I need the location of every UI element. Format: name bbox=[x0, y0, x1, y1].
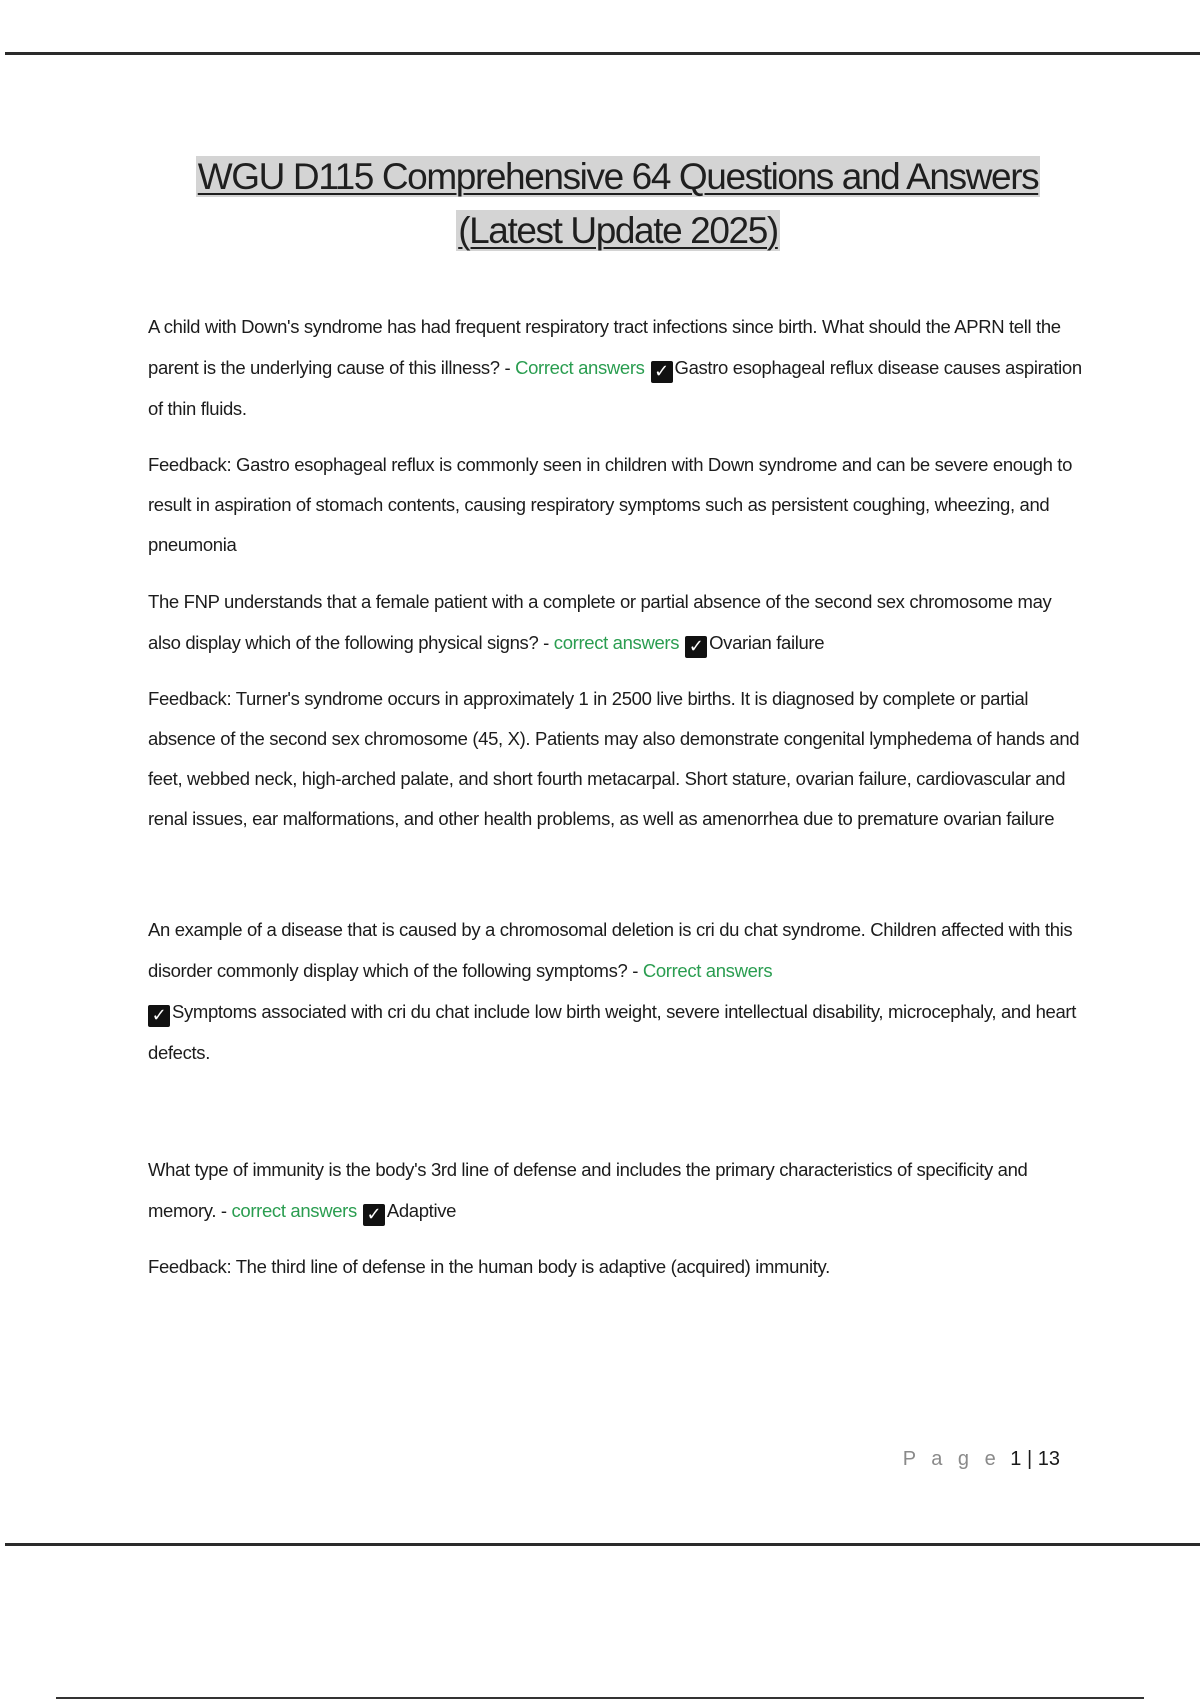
answer-text: Adaptive bbox=[386, 1200, 457, 1221]
checkbox-checked-icon: ✓ bbox=[685, 636, 707, 658]
feedback-4: Feedback: The third line of defense in the human body is adaptive (acquired) immunity. bbox=[148, 1256, 830, 1277]
next-page-rule bbox=[56, 1697, 1144, 1699]
answer-text: Ovarian failure bbox=[709, 632, 825, 653]
qa-item-4 bbox=[148, 1149, 1083, 1231]
page-current: 1 bbox=[1010, 1448, 1022, 1470]
feedback-1: Feedback: Gastro esophageal reflux is commonly seen in children with Down syndrome and can be severe enough to result in aspiration of stomach contents, causing respiratory symptoms such as persistent coughing, wheezing, and pneumonia bbox=[148, 454, 1073, 555]
answer-label: Correct answers bbox=[515, 357, 645, 378]
answer-text: Symptoms associated with cri du chat include low birth weight, severe intellectual disability, microcephaly, and heart defects. bbox=[148, 1001, 1077, 1063]
checkbox-checked-icon: ✓ bbox=[148, 1005, 170, 1027]
qa-item-2 bbox=[148, 581, 1083, 663]
header-rule bbox=[5, 52, 1200, 55]
page-label: P a g e bbox=[902, 1448, 1001, 1470]
checkbox-checked-icon: ✓ bbox=[363, 1204, 385, 1226]
feedback-2: Feedback: Turner's syndrome occurs in approximately 1 in 2500 live births. It is diagnosed by complete or partial absence of the second sex chromosome (45, X). Patients may also demonstrate congenital lymphedema of hands and feet, webbed neck, high-arched palate, and short fourth metacarpal. Short stature, ovarian failure, cardiovascular and renal issues, ear malformations, and other health problems, as well as amenorrhea due to premature ovarian failure bbox=[148, 688, 1080, 829]
answer-label: correct answers bbox=[231, 1200, 357, 1221]
page-separator: | bbox=[1026, 1448, 1033, 1470]
answer-label: Correct answers bbox=[642, 960, 773, 981]
question-text: What type of immunity is the body's 3rd line of defense and includes the primary characteristics of specificity and memory. - bbox=[148, 1159, 1028, 1221]
question-text: A child with Down's syndrome has had frequent respiratory tract infections since birth. What should the APRN tell the parent is the underlying cause of this illness? - bbox=[148, 316, 1061, 378]
title-line-1: WGU D115 Comprehensive 64 Questions and Answers bbox=[197, 156, 1039, 197]
title-line-2: (Latest Update 2025) bbox=[458, 210, 778, 251]
page-number bbox=[903, 1448, 1060, 1471]
page-total: 13 bbox=[1037, 1448, 1060, 1470]
qa-item-1 bbox=[148, 306, 1083, 429]
question-text: An example of a disease that is caused by a chromosomal deletion is cri du chat syndrome. Children affected with this disorder commonly display which of the following symptoms? - bbox=[148, 919, 1073, 981]
document-body bbox=[148, 306, 1083, 1303]
document-title bbox=[0, 150, 1200, 258]
question-text: The FNP understands that a female patient with a complete or partial absence of the second sex chromosome may also display which of the following physical signs? - bbox=[148, 591, 1052, 653]
answer-text: Gastro esophageal reflux disease causes aspiration of thin fluids. bbox=[148, 357, 1082, 419]
answer-label: correct answers bbox=[553, 632, 680, 653]
qa-item-3 bbox=[148, 909, 1083, 1073]
footer-rule bbox=[5, 1543, 1200, 1546]
checkbox-checked-icon: ✓ bbox=[651, 361, 673, 383]
